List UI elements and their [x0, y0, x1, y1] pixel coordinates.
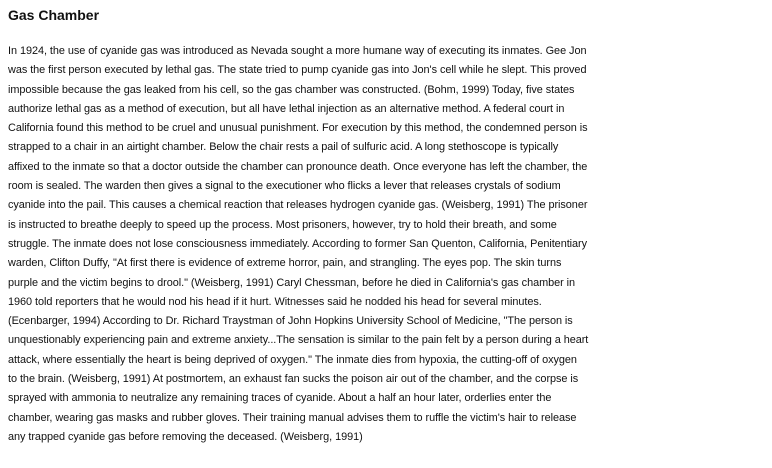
- paragraph-line: is instructed to breathe deeply to speed up the process. Most prisoners, however, try to hold their breath, and some: [8, 218, 557, 231]
- paragraph-line: In 1924, the use of cyanide gas was introduced as Nevada sought a more humane way of executing its inmates. Gee Jon: [8, 45, 587, 57]
- paragraph-line: impossible because the gas leaked from his cell, so the gas chamber was constructed. (Bohm, 1999) Today, five states: [8, 83, 575, 96]
- paragraph-line: California found this method to be cruel and unusual punishment. For execution by this method, the condemned person is: [8, 122, 588, 135]
- paragraph-line: warden, Clifton Duffy, "At first there is evidence of extreme horror, pain, and strangling. The eyes pop. The skin turns: [8, 257, 562, 270]
- paragraph-line: attack, where essentially the heart is being deprived of oxygen." The inmate dies from hypoxia, the cutting-off of oxygen: [8, 353, 577, 366]
- paragraph-line: authorize lethal gas as a method of execution, but all have lethal injection as an alternative method. A federal court in: [8, 102, 565, 115]
- paragraph-line: any trapped cyanide gas before removing the deceased. (Weisberg, 1991): [8, 430, 363, 443]
- section-heading: Gas Chamber: [8, 7, 100, 23]
- paragraph-line: unquestionably experiencing pain and extreme anxiety...The sensation is similar to the pain felt by a person during a heart: [8, 334, 589, 347]
- paragraph-line: strapped to a chair in an airtight chamber. Below the chair rests a pail of sulfuric acid. A long stethoscope is typically: [8, 141, 559, 154]
- body-paragraph: [8, 42, 768, 447]
- paragraph-line: to the brain. (Weisberg, 1991) At postmortem, an exhaust fan sucks the poison air out of the chamber, and the corpse is: [8, 373, 579, 386]
- paragraph-line: sprayed with ammonia to neutralize any remaining traces of cyanide. About a half an hour later, orderlies enter the: [8, 392, 552, 405]
- paragraph-line: struggle. The inmate does not lose consciousness immediately. According to former San Quenton, California, Penitentiary: [8, 237, 588, 250]
- paragraph-line: chamber, wearing gas masks and rubber gloves. Their training manual advises them to ruffle the victim's hair to release: [8, 411, 577, 424]
- paragraph-line: affixed to the inmate so that a doctor outside the chamber can pronounce death. Once everyone has left the chamber, the: [8, 160, 588, 173]
- paragraph-line: (Ecenbarger, 1994) According to Dr. Richard Traystman of John Hopkins University School of Medicine, "The person is: [8, 315, 573, 328]
- paragraph-line: room is sealed. The warden then gives a signal to the executioner who flicks a lever that releases crystals of sodium: [8, 180, 561, 193]
- paragraph-line: 1960 told reporters that he would nod his head if it hurt. Witnesses said he nodded his head for several minutes.: [8, 295, 542, 308]
- paragraph-line: was the first person executed by lethal gas. The state tried to pump cyanide gas into Jon's cell while he slept. This proved: [8, 64, 587, 77]
- paragraph-line: purple and the victim begins to drool." (Weisberg, 1991) Caryl Chessman, before he died in California's gas chamber in: [8, 276, 576, 289]
- paragraph-line: cyanide into the pail. This causes a chemical reaction that releases hydrogen cyanide gas. (Weisberg, 1991) The prisoner: [8, 199, 588, 212]
